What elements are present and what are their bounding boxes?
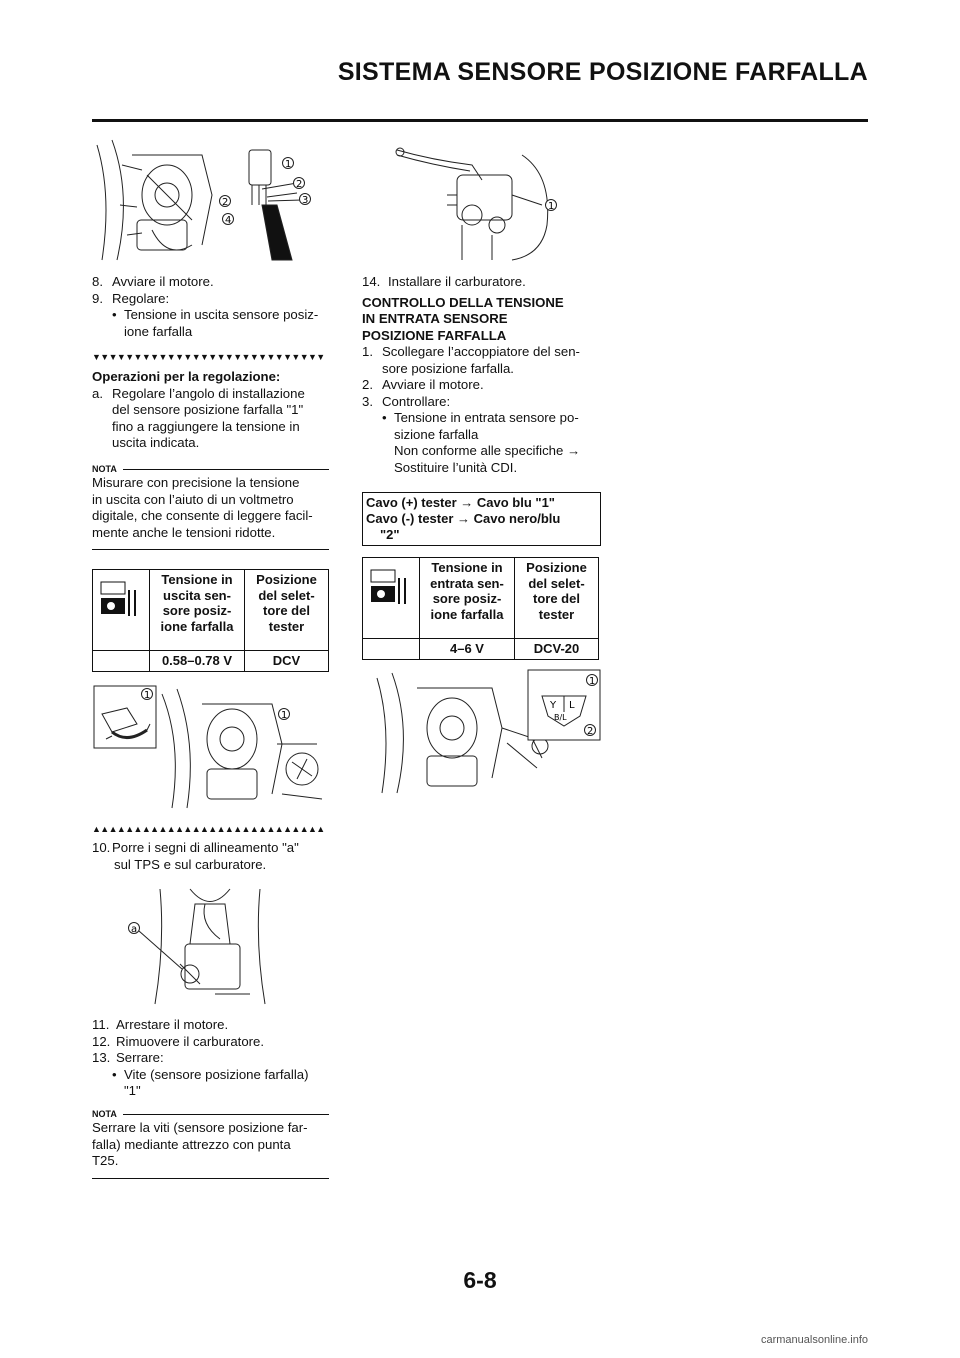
spec1-h2-l1: Posizione — [256, 572, 317, 587]
step-12: 12. Rimuovere il carburatore. — [92, 1033, 265, 1049]
callout-1-adjust-inset: 1 — [144, 690, 151, 701]
step10-line1: Porre i segni di allineamento "a" — [112, 840, 299, 855]
ops-heading: Operazioni per la regolazione: — [92, 369, 281, 384]
step-14: 14. Installare il carburatore. — [362, 274, 526, 289]
illustration-sensor-connector — [92, 135, 332, 263]
spec2-h2-l4: tester — [538, 606, 575, 622]
callout-1: 1 — [285, 159, 292, 170]
multimeter-icon-cell — [93, 570, 150, 651]
rstep-3: 3. Controllare: — [362, 393, 451, 409]
multimeter-icon-cell-2 — [363, 558, 420, 639]
note-1 — [92, 463, 329, 550]
page-title: SISTEMA SENSORE POSIZIONE FARFALLA — [337, 58, 868, 86]
illustration-adjust-angle — [92, 684, 332, 810]
bullet-13-cont: "1" — [124, 1083, 141, 1098]
ops-a-line4: uscita indicata. — [112, 435, 200, 450]
note1-line3: digitale, che consente di leggere facil- — [92, 508, 313, 523]
spec2-h2-l2: del selet- — [528, 575, 585, 591]
tester-cable-box — [362, 492, 601, 546]
callout-1-conn: 1 — [589, 676, 596, 687]
spec1-h2-l4: tester — [268, 618, 305, 634]
wire-l-label: L — [569, 700, 575, 711]
tester-minus-cont: "2" — [380, 527, 400, 542]
section-heading-l1: CONTROLLO DELLA TENSIONE — [362, 294, 564, 310]
bullet-9: • Tensione in uscita sensore posiz- — [92, 307, 332, 324]
multimeter-icon — [369, 568, 409, 608]
left-column-top — [92, 274, 332, 340]
spec2-value: 4–6 V — [420, 639, 515, 660]
title-divider — [92, 119, 868, 122]
tester-plus: Cavo (+) tester → Cavo blu "1" — [366, 495, 555, 510]
ops-a-line3: fino a raggiungere la tensione in — [112, 418, 300, 434]
spec-table-output — [92, 569, 329, 672]
ops-a: a. Regolare l’angolo di installazione — [92, 385, 305, 401]
spec1-value: 0.58–0.78 V — [150, 651, 245, 672]
note-label: NOTA — [92, 464, 117, 474]
spec2-h1-l1: Tensione in — [431, 560, 503, 575]
illustration-carburetor — [362, 135, 602, 263]
triangle-row-down: ▼▼▼▼▼▼▼▼▼▼▼▼▼▼▼▼▼▼▼▼▼▼▼▼▼▼▼▼ — [92, 352, 325, 362]
spec1-h1-l3: sore posiz- — [162, 603, 232, 618]
callout-4: 4 — [225, 215, 232, 226]
wire-y-label: Y — [550, 700, 557, 711]
note1-line4: mente anche le tensioni ridotte. — [92, 524, 276, 540]
ops-a-line2: del sensore posizione farfalla "1" — [112, 402, 304, 417]
callout-1-carb: 1 — [548, 201, 555, 212]
note2-label: NOTA — [92, 1109, 117, 1119]
callout-3: 3 — [302, 195, 309, 206]
step10-line2: sul TPS e sul carburatore. — [114, 856, 267, 872]
note-2 — [92, 1108, 329, 1179]
spec2-h1-l4: ione farfalla — [430, 606, 504, 622]
spec2-h1-l3: sore posiz- — [432, 591, 502, 606]
rstep-1: 1. Scollegare l’accoppiatore del sen- — [362, 344, 580, 359]
left-column-ops — [92, 369, 332, 452]
spec1-h2-l3: tore del — [263, 603, 310, 618]
illustration-alignment-marks — [120, 884, 300, 1008]
left-column-bottom — [92, 1017, 332, 1100]
note1-line1: Misurare con precisione la tensione — [92, 475, 300, 490]
spec2-mode: DCV-20 — [515, 639, 599, 660]
callout-2b: 2 — [222, 197, 229, 208]
rbullet-3-l2: sizione farfalla — [394, 426, 479, 442]
spec-table-input — [362, 557, 599, 660]
step-10 — [92, 840, 332, 873]
note2-line2: falla) mediante attrezzo con punta — [92, 1136, 291, 1152]
spec1-h1-l2: uscita sen- — [163, 587, 231, 603]
step-11: 11. Arrestare il motore. — [92, 1017, 229, 1032]
watermark[interactable]: carmanualsonline.info — [760, 1334, 868, 1346]
callout-2: 2 — [296, 179, 303, 190]
spec1-mode: DCV — [245, 651, 329, 672]
spec2-h2-l1: Posizione — [526, 560, 587, 575]
spec1-h1-l4: ione farfalla — [160, 618, 234, 634]
rbullet-3-l3: Non conforme alle specifiche → — [394, 443, 581, 458]
note1-line2: in uscita con l’aiuto di un voltmetro — [92, 491, 294, 507]
spec1-h2-l2: del selet- — [258, 587, 315, 603]
spec1-h1-l1: Tensione in — [161, 572, 233, 587]
note2-line3: T25. — [92, 1153, 119, 1168]
illustration-connector-wires — [362, 668, 602, 798]
right-column-text — [362, 274, 602, 476]
callout-2-conn: 2 — [587, 726, 594, 737]
step-9: 9. Regolare: — [92, 290, 170, 306]
rbullet-3: • Tensione in entrata sensore po- — [362, 410, 602, 427]
step10-num: 10. — [92, 840, 111, 855]
spec2-h1-l2: entrata sen- — [430, 575, 504, 591]
page-number: 6-8 — [463, 1267, 497, 1293]
step-13: 13. Serrare: — [92, 1050, 164, 1065]
multimeter-icon — [99, 580, 139, 620]
callout-a: a — [131, 924, 138, 935]
triangle-row-up: ▲▲▲▲▲▲▲▲▲▲▲▲▲▲▲▲▲▲▲▲▲▲▲▲▲▲▲▲ — [92, 824, 325, 834]
note2-line1: Serrare la viti (sensore posizione far- — [92, 1120, 308, 1135]
rstep-1-cont: sore posizione farfalla. — [382, 360, 514, 376]
bullet-13: • Vite (sensore posizione farfalla) — [92, 1067, 332, 1084]
rbullet-3-l4: Sostituire l’unità CDI. — [394, 459, 518, 475]
callout-1-adjust: 1 — [281, 710, 288, 721]
bullet-9-cont: ione farfalla — [124, 323, 193, 339]
section-heading-l2: IN ENTRATA SENSORE — [362, 311, 508, 326]
tester-minus: Cavo (-) tester → Cavo nero/blu — [366, 511, 561, 526]
section-heading-l3: POSIZIONE FARFALLA — [362, 327, 507, 343]
wire-bl-label: B/L — [554, 713, 567, 722]
rstep-2: 2. Avviare il motore. — [362, 377, 484, 392]
spec2-h2-l3: tore del — [533, 591, 580, 606]
step-8: 8. Avviare il motore. — [92, 274, 214, 289]
